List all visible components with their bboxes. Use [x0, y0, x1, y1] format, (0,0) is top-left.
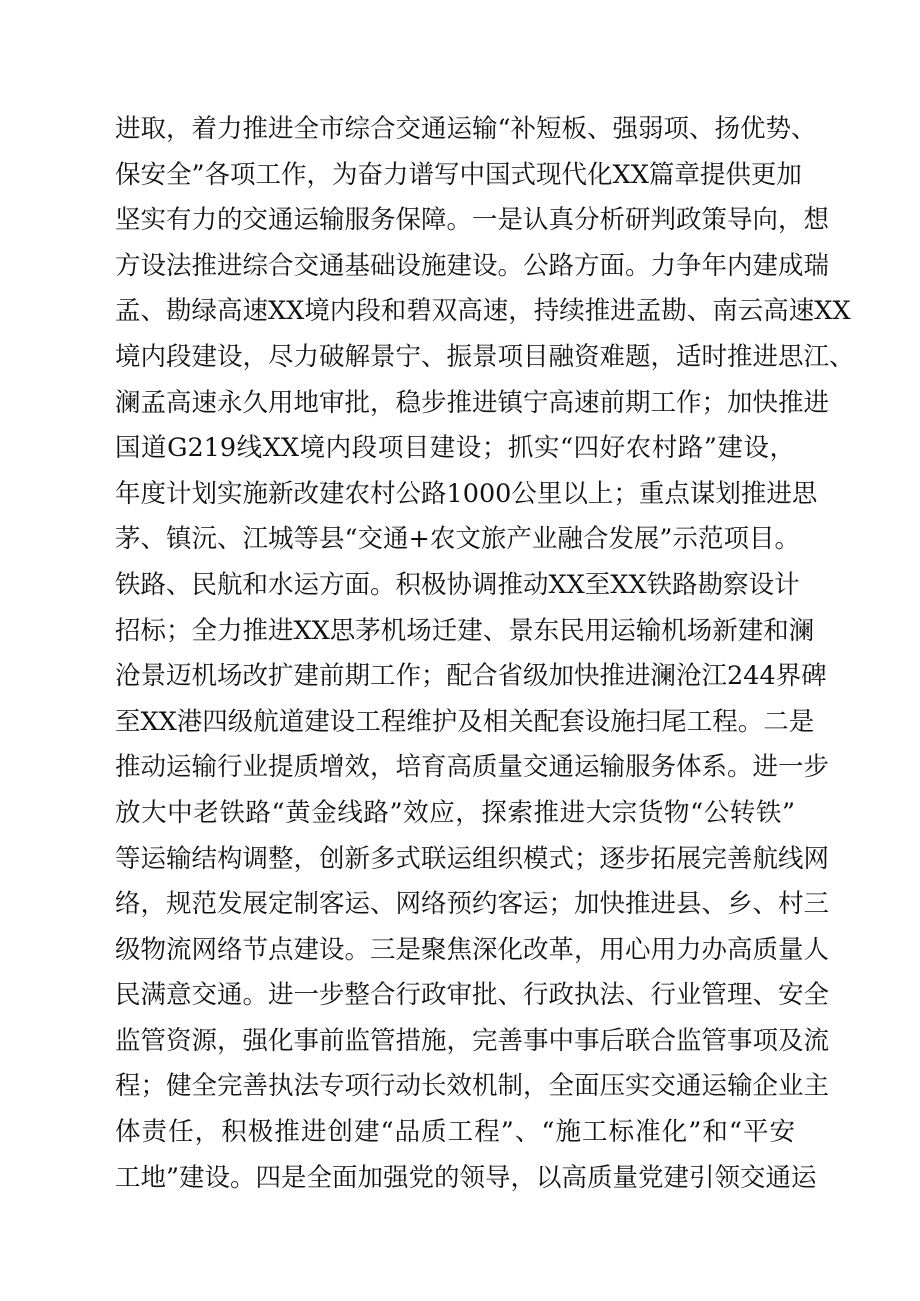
text-line: 进取，着力推进全市综合交通运输“补短板、强弱项、扬优势、 [115, 114, 817, 144]
text-line: 程；健全完善执法专项行动长效机制，全面压实交通运输企业主 [115, 1071, 830, 1102]
text-line: 监管资源，强化事前监管措施，完善事中事后联合监管事项及流 [115, 1025, 830, 1056]
text-line: 方设法推进综合交通基础设施建设。公路方面。力争年内建成瑞 [115, 250, 830, 281]
text-line: 澜孟高速永久用地审批，稳步推进镇宁高速前期工作；加快推进 [115, 387, 830, 418]
text-line: 保安全”各项工作，为奋力谱写中国式现代化XX篇章提供更加 [115, 159, 802, 190]
text-line: 级物流网络节点建设。三是聚焦深化改革，用心用力办高质量人 [115, 934, 830, 965]
text-line: 民满意交通。进一步整合行政审批、行政执法、行业管理、安全 [115, 980, 830, 1011]
text-line: 招标；全力推进XX思茅机场迁建、景东民用运输机场新建和澜 [115, 615, 815, 646]
text-line: 铁路、民航和水运方面。积极协调推动XX至XX铁路勘察设计 [115, 569, 800, 600]
text-line: 茅、镇沅、江城等县“交通+农文旅产业融合发展”示范项目。 [115, 524, 800, 555]
text-line: 孟、勘绿高速XX境内段和碧双高速，持续推进孟勘、南云高速XX [115, 296, 851, 327]
text-line: 放大中老铁路“黄金线路”效应，探索推进大宗货物“公转铁” [115, 797, 795, 828]
text-line: 工地”建设。四是全面加强党的领导，以高质量党建引领交通运 [115, 1162, 817, 1193]
text-line: 国道G219线XX境内段项目建设；抓实“四好农村路”建设， [115, 433, 795, 464]
text-line: 络，规范发展定制客运、网络预约客运；加快推进县、乡、村三 [115, 889, 830, 920]
text-line: 体责任，积极推进创建“品质工程”、“施工标准化”和“平安 [115, 1117, 795, 1148]
text-line: 至XX港四级航道建设工程维护及相关配套设施扫尾工程。二是 [115, 706, 815, 737]
body-text [115, 107, 855, 1201]
text-line: 等运输结构调整，创新多式联运组织模式；逐步拓展完善航线网 [115, 843, 830, 874]
text-line: 推动运输行业提质增效，培育高质量交通运输服务体系。进一步 [115, 752, 830, 783]
text-line: 坚实有力的交通运输服务保障。一是认真分析研判政策导向，想 [115, 205, 830, 236]
text-line: 年度计划实施新改建农村公路1000公里以上；重点谋划推进思 [115, 478, 818, 509]
text-line: 沧景迈机场改扩建前期工作；配合省级加快推进澜沧江244界碑 [115, 661, 827, 692]
text-line: 境内段建设，尽力破解景宁、振景项目融资难题，适时推进思江、 [115, 341, 855, 372]
